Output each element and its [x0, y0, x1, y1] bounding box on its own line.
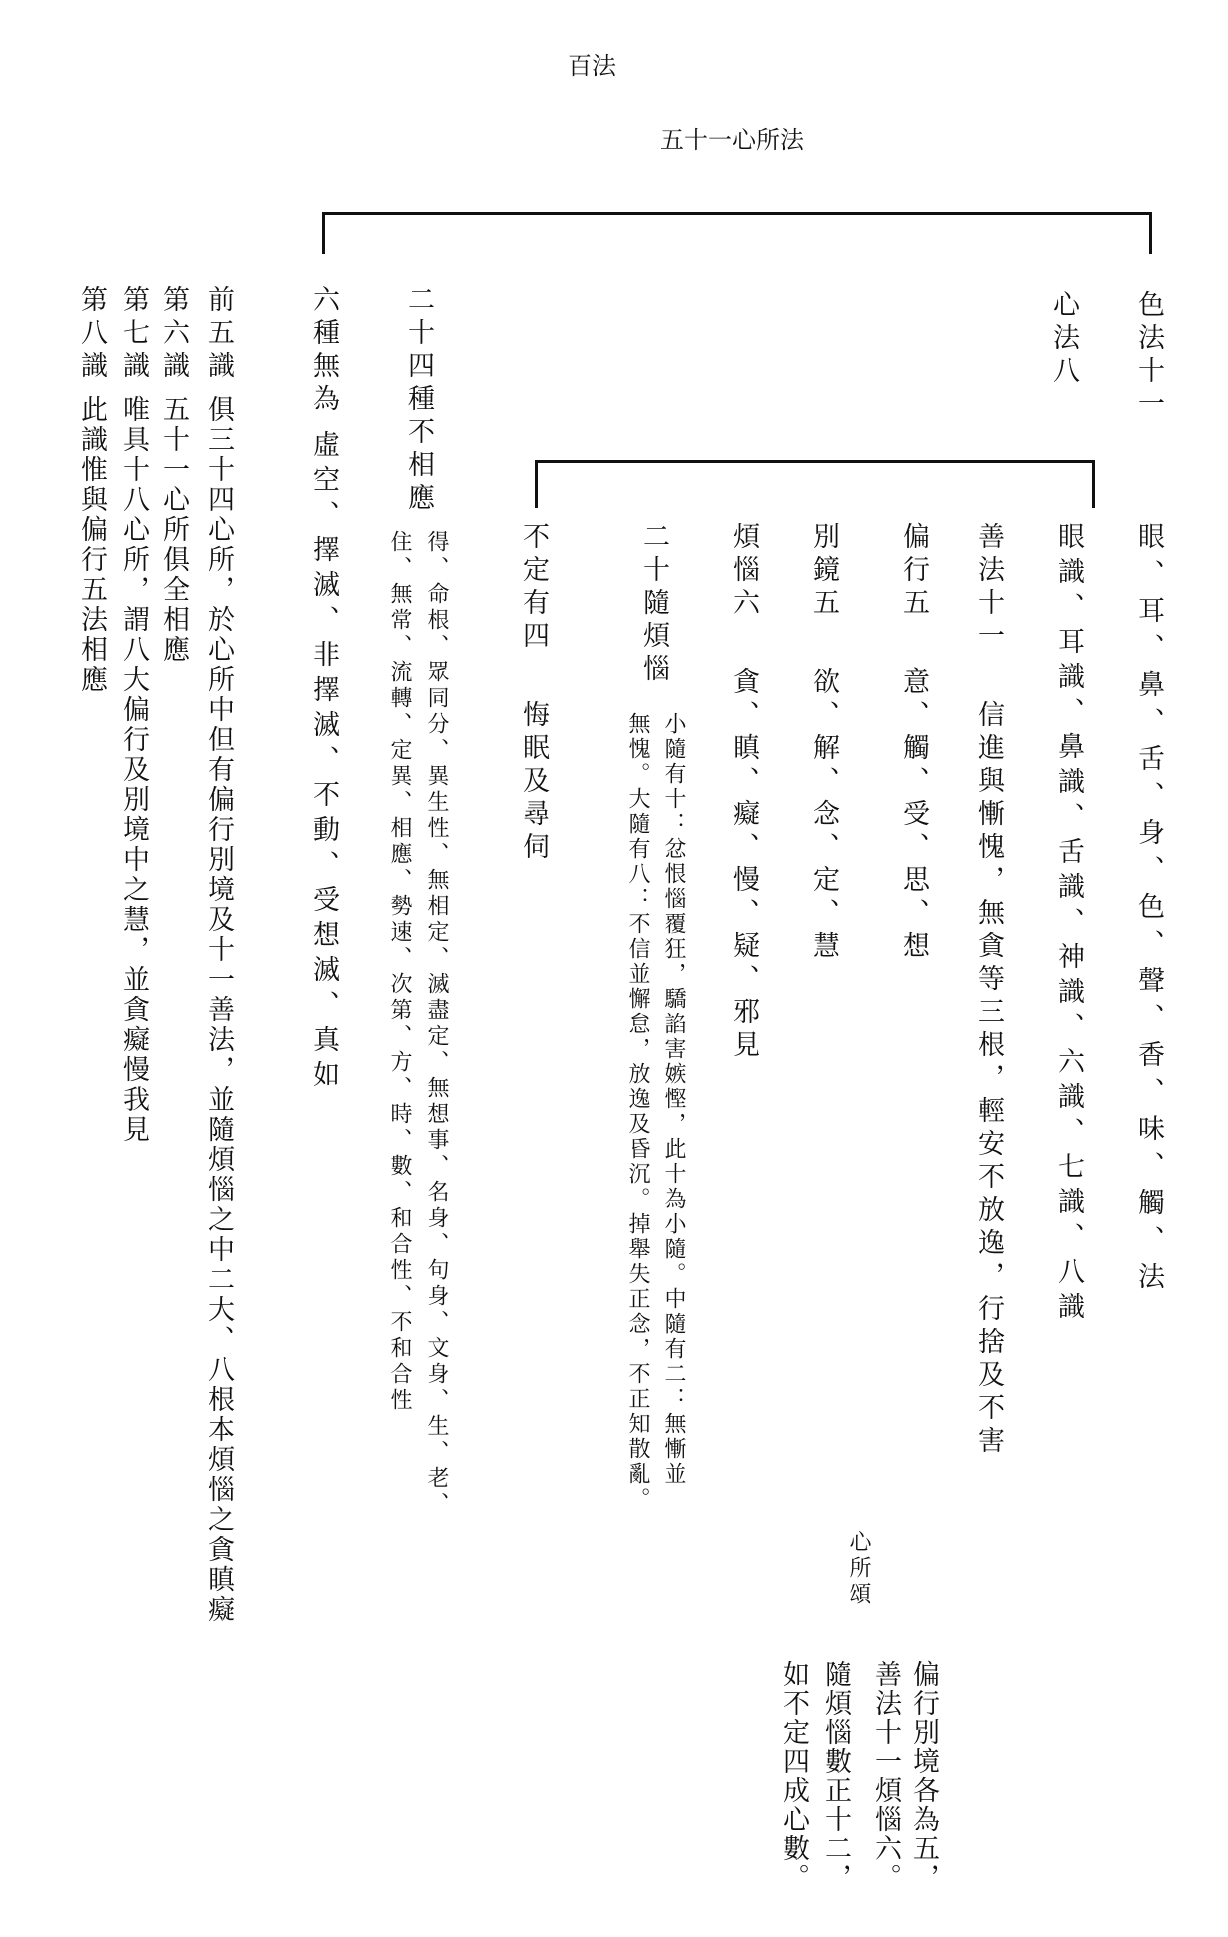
sixth-label: 第六識 [158, 285, 189, 384]
rupa-items: 眼、耳、鼻、舌、身、色、聲、香、味、觸、法 [1133, 522, 1164, 1299]
category-viprayukta: 二十四種不相應 [403, 285, 434, 516]
particular-label: 別鏡五 [808, 522, 839, 621]
mental-bracket-right-tick [1092, 460, 1095, 508]
afflictions-items: 貪、瞋、癡、慢、疑、邪見 [728, 667, 759, 1063]
verse-line-1: 偏行別境各為五， [908, 1660, 939, 1892]
top-bracket-horizontal [322, 212, 1152, 215]
particular-items: 欲、解、念、定、慧 [808, 667, 839, 964]
top-bracket-right-tick [1149, 212, 1152, 254]
eighth-label: 第八識 [76, 285, 107, 384]
eighth-text: 此識惟與偏行五法相應 [76, 395, 107, 695]
seventh-text: 唯具十八心所，謂八大偏行及別境中之慧，並貪癡慢我見 [118, 395, 149, 1145]
category-citta: 心法八 [1048, 290, 1079, 389]
seventh-label: 第七識 [118, 285, 149, 384]
mental-bracket-horizontal [535, 460, 1095, 463]
universal-label: 偏行五 [898, 522, 929, 621]
category-asamskrta: 六種無為 [308, 285, 339, 417]
secondary-note-line-1: 小隨有十：忿恨惱覆狂，驕諂害嫉慳，此十為小隨。中隨有二：無慚並 [661, 712, 686, 1487]
category-rupa: 色法十一 [1133, 290, 1164, 422]
citta-items: 眼識、耳識、鼻識、舌識、神識、六識、七識、八識 [1053, 522, 1084, 1327]
universal-items: 意、觸、受、思、想 [898, 667, 929, 964]
sixth-text: 五十一心所俱全相應 [158, 395, 189, 665]
wholesome-label: 善法十一 [973, 522, 1004, 654]
wholesome-items: 信進與慚愧，無貪等三根，輕安不放逸，行捨及不害 [973, 700, 1004, 1459]
section-heading: 五十一心所法 [660, 126, 804, 154]
page-title: 百法 [568, 52, 616, 80]
secondary-note-line-2: 無愧。大隨有八：不信並懈怠，放逸及昏沉。掉舉失正念，不正知散亂。 [625, 712, 650, 1512]
first-five-label: 前五識 [203, 285, 234, 384]
verse-line-3: 隨煩惱數正十二， [820, 1660, 851, 1892]
first-five-text: 俱三十四心所，於心所中但有偏行別境及十一善法，並隨煩惱之中二大、八根本煩惱之貪瞋癡 [203, 395, 234, 1625]
secondary-label: 二十隨煩惱 [638, 522, 669, 687]
afflictions-label: 煩惱六 [728, 522, 759, 621]
top-bracket-left-tick [322, 212, 325, 254]
indeterminate-label: 不定有四 [518, 522, 549, 654]
viprayukta-items-line-1: 得、命根、眾同分、異生性、無相定、滅盡定、無想事、名身、句身、文身、生、老、 [424, 530, 449, 1518]
indeterminate-items: 悔眠及尋伺 [518, 700, 549, 865]
verse-title: 心所頌 [846, 1530, 871, 1608]
asamskrta-items: 虛空、擇滅、非擇滅、不動、受想滅、真如 [308, 430, 339, 1095]
mental-bracket-left-tick [535, 460, 538, 508]
viprayukta-items-line-2: 住、無常、流轉、定異、相應、勢速、次第、方、時、數、和合性、不和合性 [387, 530, 412, 1414]
verse-line-4: 如不定四成心數。 [778, 1660, 809, 1892]
verse-line-2: 善法十一煩惱六。 [870, 1660, 901, 1892]
